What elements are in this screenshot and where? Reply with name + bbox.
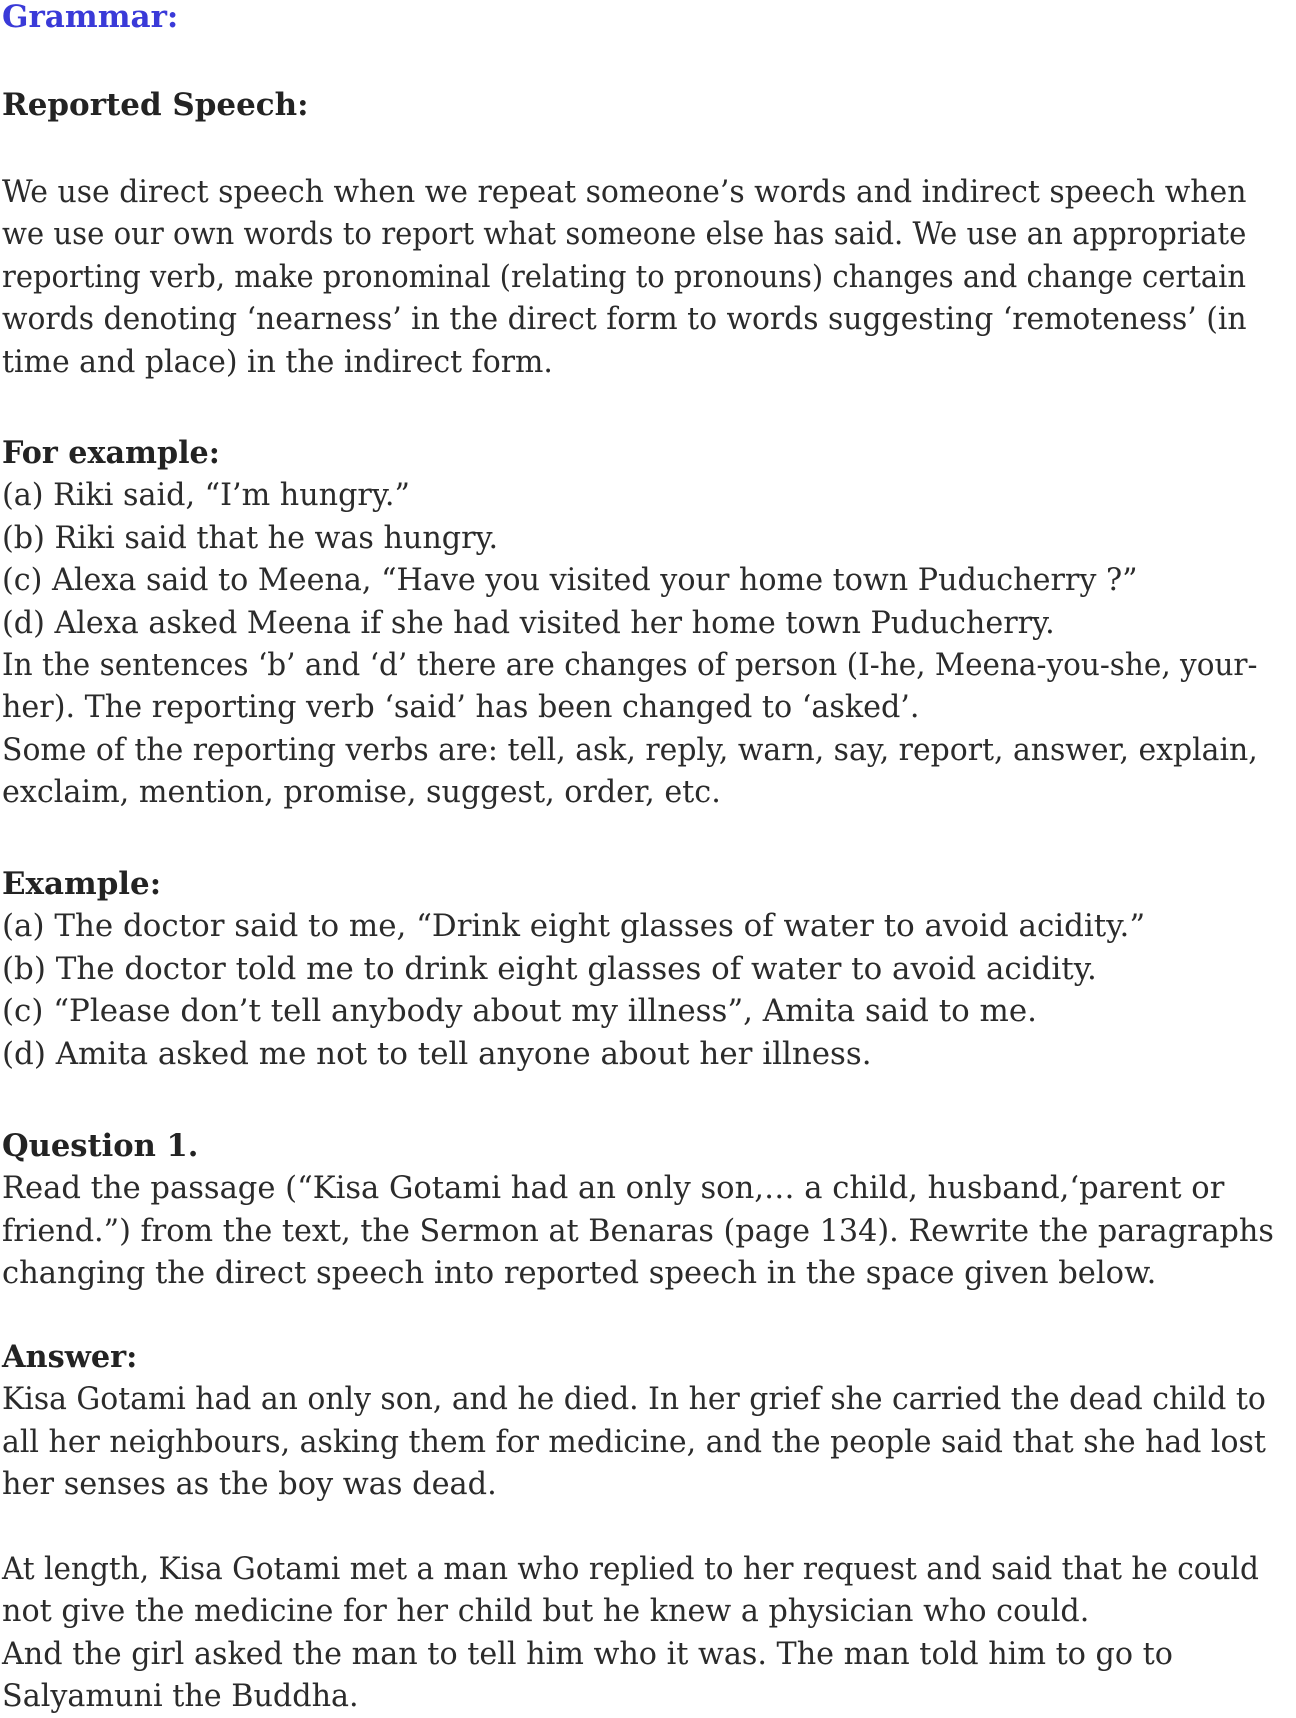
example-line: (d) Amita asked me not to tell anyone about her illness. [2,1035,872,1072]
answer-line: her senses as the boy was dead. [2,1466,497,1503]
example-line: (c) “Please don’t tell anybody about my illness”, Amita said to me. [2,993,1037,1030]
answer-line: all her neighbours, asking them for medicine, and the people said that she had lost [2,1423,1266,1460]
answer-paragraph-2 [2,1548,1261,1718]
answer-line: Kisa Gotami had an only son, and he died. In her grief she carried the dead child to [2,1381,1266,1418]
example-heading: Example: [2,866,162,902]
for-example-section [2,432,1260,814]
question-line: changing the direct speech into reported speech in the space given below. [2,1255,1157,1292]
question-section [2,1125,1276,1295]
example-line: (c) Alexa said to Meena, “Have you visited your home town Puducherry ?” [2,562,1138,599]
text-line: reporting verb, make pronominal (relating to pronouns) changes and change certain [2,258,1246,295]
page-title: Grammar: [2,0,179,35]
text-line: We use direct speech when we repeat someone’s words and indirect speech when [2,174,1247,210]
for-example-heading: For example: [2,435,220,471]
answer-line: And the girl asked the man to tell him who it was. The man told him to go to [2,1635,1173,1672]
text-line: we use our own words to report what someone else has said. We use an appropriate [2,216,1247,253]
text-line: In the sentences ‘b’ and ‘d’ there are changes of person (I-he, Meena-you-she, your- [2,646,1258,683]
answer-section [2,1336,1267,1506]
text-line: Some of the reporting verbs are: tell, ask, reply, warn, say, report, answer, explain, [2,731,1258,768]
example-line: (b) Riki said that he was hungry. [2,519,499,556]
section-heading-reported-speech: Reported Speech: [2,87,309,123]
question-heading: Question 1. [2,1128,199,1164]
example-section [2,863,1290,1075]
example-line: (d) Alexa asked Meena if she had visited her home town Puducherry. [2,604,1055,641]
intro-paragraph [2,171,1248,383]
text-line: her). The reporting verb ‘said’ has been changed to ‘asked’. [2,689,920,726]
example-line: (b) The doctor told me to drink eight glasses of water to avoid acidity. [2,950,1097,987]
answer-line: not give the medicine for her child but he knew a physician who could. [2,1593,1090,1630]
text-line: exclaim, mention, promise, suggest, order, etc. [2,774,721,811]
text-line: time and place) in the indirect form. [2,343,553,380]
question-line: Read the passage (“Kisa Gotami had an only son,… a child, husband,‘parent or [2,1170,1225,1207]
example-line: (a) Riki said, “I’m hungry.” [2,477,410,514]
answer-line: Salyamuni the Buddha. [2,1678,359,1715]
question-line: friend.”) from the text, the Sermon at Benaras (page 134). Rewrite the paragraphs [2,1212,1274,1249]
text-line: words denoting ‘nearness’ in the direct form to words suggesting ‘remoteness’ (in [2,301,1247,338]
example-line: (a) The doctor said to me, “Drink eight glasses of water to avoid acidity.” [2,908,1146,945]
answer-heading: Answer: [2,1339,138,1375]
answer-line: At length, Kisa Gotami met a man who replied to her request and said that he could [2,1551,1259,1587]
